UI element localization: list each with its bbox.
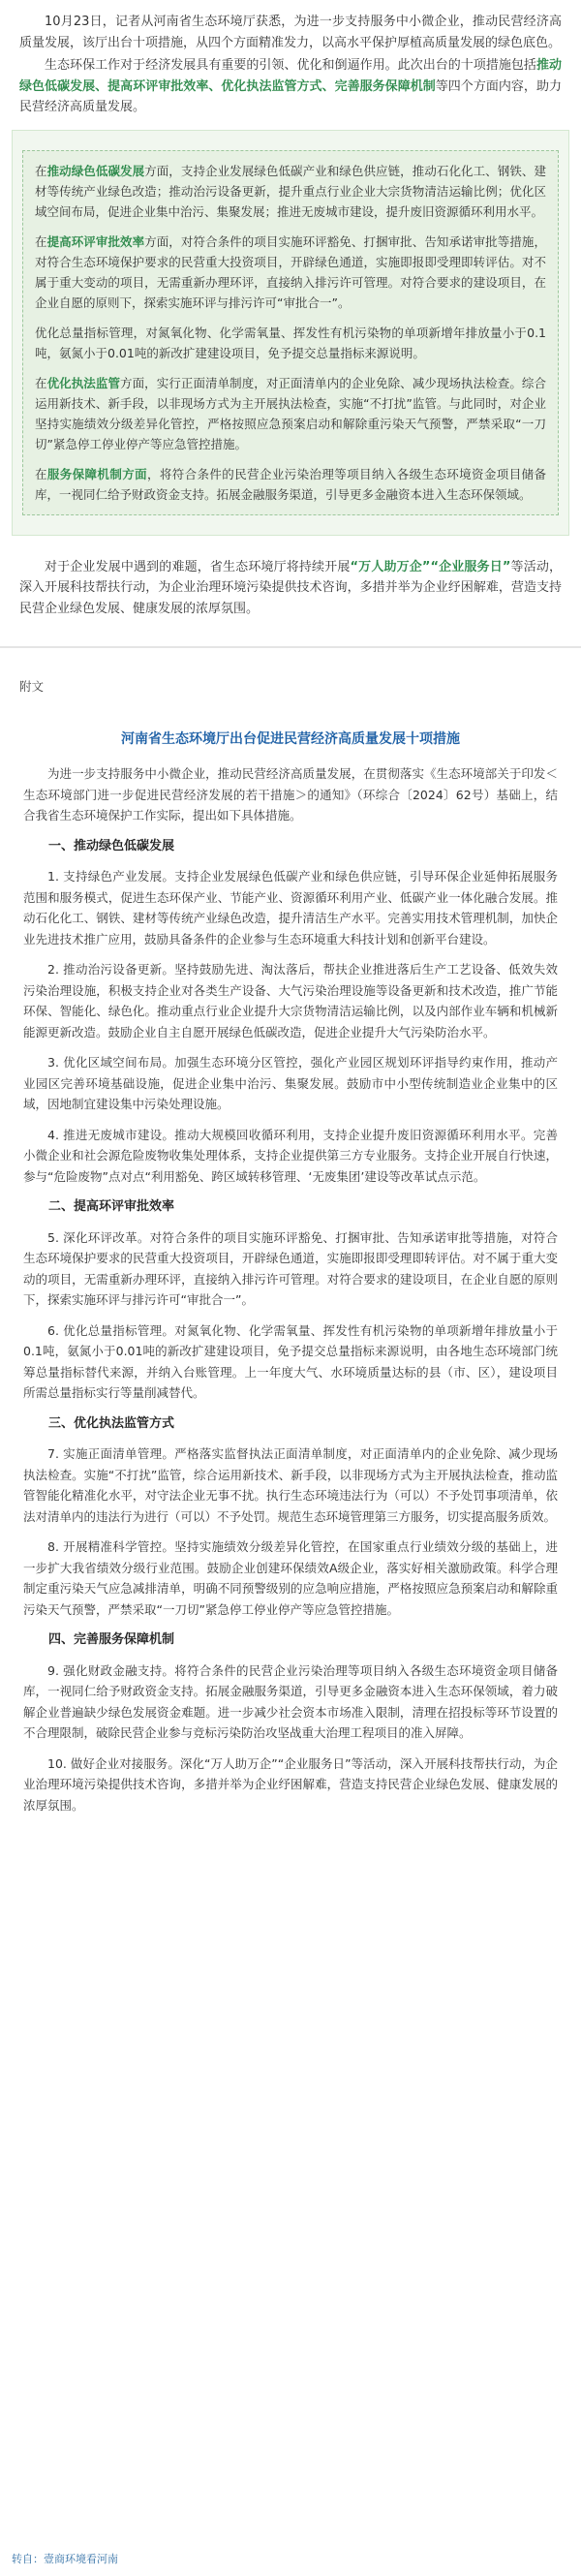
summary-item: 优化总量指标管理，对氮氧化物、化学需氧量、挥发性有机污染物的单项新增年排放量小于0.1吨，氨氮小于0.01吨的新改扩建建设项目，免予提交总量指标来源说明。 — [35, 325, 546, 360]
document-body — [0, 763, 581, 1816]
intro-highlight: 推动绿色低碳发展、提高环评审批效率、优化执法监管方式、完善服务保障机制 — [19, 58, 562, 94]
section-heading: 四、完善服务保障机制 — [48, 1632, 175, 1647]
section-heading: 一、推动绿色低碳发展 — [48, 838, 175, 853]
closing-paragraph: 对于企业发展中遇到的难题，省生态环境厅将持续开展“万人助万企”“企业服务日”等活动，深入开展科技帮扶行动，为企业治理环境污染提供技术咨询，多措并举为企业纾困解难，营造支持民营企业绿色发展、健康发展的浓厚氛围。 — [19, 559, 562, 616]
measure-item: 7. 实施正面清单管理。严格落实监督执法正面清单制度，对正面清单内的企业免除、减少现场执法检查。实施“不打扰”监管，综合运用新技术、新手段，以非现场方式为主开展执法检查，推动监管智能化精准化水平，对守法企业无事不扰。执行生态环境违法行为（可以）不予处罚事项清单，依法对清单内的违法行为进行（可以）不予处罚。规范生态环境管理第三方服务，切实提高服务质效。 — [23, 1446, 558, 1524]
measure-item: 1. 支持绿色产业发展。支持企业发展绿色低碳产业和绿色供应链，引导环保企业延伸拓展服务范围和服务模式，促进生态环保产业、节能产业、资源循环利用产业、低碳产业一体化融合发展。推动石化化工、钢铁、建材等传统产业绿色改造，提升清洁生产水平。完善实用技术管理机制，加快企业先进技术推广应用，鼓励具备条件的企业参与生态环境重大科技计划和创新平台建设。 — [23, 869, 558, 947]
attachment-label: 附文 — [19, 679, 45, 694]
closing-highlight: “万人助万企”“企业服务日” — [350, 559, 511, 574]
measure-item: 2. 推动治污设备更新。坚持鼓励先进、淘汰落后，帮扶企业推进落后生产工艺设备、低效失效污染治理设施，积极支持企业对各类生产设备、大气污染治理设施等设备更新和技术改造，推广节能环保、智能化、绿色化。推动重点行业企业提升大宗货物清洁运输比例，以及内部作业车辆和机械新能源更新改造。鼓励企业自主自愿开展绿色低碳改造，促进企业提升大气污染防治水平。 — [23, 962, 558, 1040]
intro-paragraph-1: 10月23日，记者从河南省生态环境厅获悉，为进一步支持服务中小微企业，推动民营经济高质量发展，该厅出台十项措施，从四个方面精准发力，以高水平保护厚植高质量发展的绿色底色。 — [19, 15, 562, 50]
measure-item: 4. 推进无废城市建设。推动大规模回收循环利用，支持企业提升废旧资源循环利用水平。完善小微企业和社会源危险废物收集处理体系，支持企业提供第三方专业服务。支持企业开展自行快速，参与“危险废物”点对点“利用豁免、跨区域转移管理、‘无废集团’建设等改革试点示范。 — [23, 1127, 558, 1184]
measure-item: 6. 优化总量指标管理。对氮氧化物、化学需氧量、挥发性有机污染物的单项新增年排放量小于0.1吨，氨氮小于0.01吨的新改扩建建设项目，免予提交总量指标来源说明，由各地生态环境部门统筹总量指标替代来源，并纳入台账管理。上一年度大气、水环境质量达标的县（市、区），建设项目所需总量指标实行等量削减替代。 — [23, 1322, 558, 1400]
measure-item: 5. 深化环评改革。对符合条件的项目实施环评豁免、打捆审批、告知承诺审批等措施，对符合生态环境保护要求的民营重大投资项目，开辟绿色通道，实施即报即受理即转评估。对不属于重大变动的项目，无需重新办理环评，直接纳入排污许可管理。对符合要求的建设项目，在企业自愿的原则下，探索实施环评与排污许可“审批合一”。 — [23, 1229, 558, 1307]
summary-panel — [12, 130, 569, 536]
summary-item: 在推动绿色低碳发展方面，支持企业发展绿色低碳产业和绿色供应链，推动石化化工、钢铁、建材等传统产业绿色改造；推动治污设备更新，提升重点行业企业大宗货物清洁运输比例；优化区域空间布局，促进企业集中治污、集聚发展；推进无废城市建设，提升废旧资源循环利用水平。 — [35, 163, 546, 219]
summary-item: 在服务保障机制方面，将符合条件的民营企业污染治理等项目纳入各级生态环境资金项目储备库，一视同仁给予财政资金支持。拓展金融服务渠道，引导更多金融资本进入生态环保领域。 — [35, 466, 546, 502]
section-heading: 三、优化执法监管方式 — [48, 1415, 175, 1431]
measure-item: 9. 强化财政金融支持。将符合条件的民营企业污染治理等项目纳入各级生态环境资金项目储备库，一视同仁给予财政资金支持。拓展金融服务渠道，引导更多金融资本进入生态环保领域，着力破解企业普遍缺少绿色发展资金难题。进一步减少社会资本市场准入限制，清理在招投标等环节设置的不合理限制，破除民营企业参与竞标污染防治攻坚战重大治理工程项目的准入屏障。 — [23, 1662, 558, 1740]
document-title: 河南省生态环境厅出台促进民营经济高质量发展十项措施 — [121, 731, 460, 747]
summary-item: 在优化执法监管方面，实行正面清单制度，对正面清单内的企业免除、减少现场执法检查。综合运用新技术、新手段，以非现场方式为主开展执法检查，实施“不打扰”监管。与此同时，对企业坚持实施绩效分级差异化管控，严格按照应急预案启动和解除重污染天气预警，严禁采取“一刀切”紧急停工停业停产等应急管控措施。 — [35, 375, 546, 451]
summary-box — [22, 150, 559, 515]
intro-paragraph-2: 生态环保工作对于经济发展具有重要的引领、优化和倒逼作用。此次出台的十项措施包括推动绿色低碳发展、提高环评审批效率、优化执法监管方式、完善服务保障机制等四个方面内容，助力民营经济高质量发展。 — [19, 58, 562, 114]
measure-item: 3. 优化区域空间布局。加强生态环境分区管控，强化产业园区规划环评指导约束作用，推动产业园区完善环境基础设施，促进企业集中治污、集聚发展。鼓励市中小型传统制造业企业集中的区域，因地制宜建设集中污染处理设施。 — [23, 1055, 558, 1111]
article-intro — [0, 0, 581, 118]
source-credit: 转自：壹商环境看河南 — [12, 2553, 118, 2565]
section-heading: 二、提高环评审批效率 — [48, 1199, 175, 1214]
measure-item: 10. 做好企业对接服务。深化“万人助万企”“企业服务日”等活动，深入开展科技帮扶行动，为企业治理环境污染提供技术咨询，多措并举为企业纾困解难，营造支持民营企业绿色发展、健康发展的浓厚氛围。 — [23, 1755, 558, 1813]
summary-item: 在提高环评审批效率方面，对符合条件的项目实施环评豁免、打捆审批、告知承诺审批等措施，对符合生态环境保护要求的民营重大投资项目，开辟绿色通道，实施即报即受理即转评估。对不属于重大变动的项目，无需重新办理环评，直接纳入排污许可管理。对符合要求的建设项目，在企业自愿的原则下，探索实施环评与排污许可“审批合一”。 — [35, 233, 546, 310]
source-link[interactable]: 壹商环境看河南 — [44, 2553, 118, 2565]
document-intro: 为进一步支持服务中小微企业，推动民营经济高质量发展，在贯彻落实《生态环境部关于印发＜生态环境部门进一步促进民营经济发展的若干措施＞的通知》（环综合〔2024〕62号）基础上，结合我省生态环境保护工作实际，提出如下具体措施。 — [23, 766, 558, 822]
measure-item: 8. 开展精准科学管控。坚持实施绩效分级差异化管控，在国家重点行业绩效分级的基础上，进一步扩大我省绩效分级行业范围。鼓励企业创建环保绩效A级企业，落实好相关激励政策。科学合理制定重污染天气应急减排清单，明确不同预警级别的应急响应措施，严格按照应急预案启动和解除重污染天气预警，严禁采取“一刀切”紧急停工停业停产等应急管控措施。 — [23, 1539, 558, 1617]
